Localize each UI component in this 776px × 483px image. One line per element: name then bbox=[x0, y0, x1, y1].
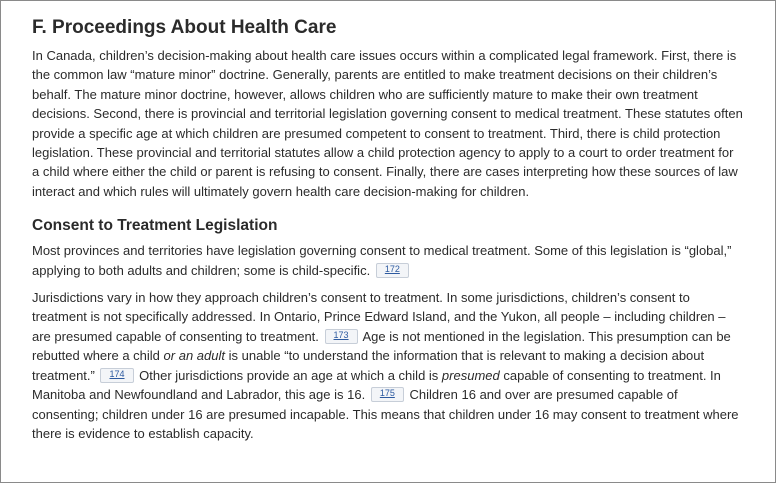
paragraph-jurisdictions bbox=[32, 288, 744, 443]
emphasis-text: or an adult bbox=[163, 348, 225, 364]
document-content bbox=[32, 16, 744, 451]
paragraph-text: Most provinces and territories have legislation governing consent to medical treatment. Some of this legislation is “global,” applying to both adults and children; some is child-specific. bbox=[32, 243, 732, 278]
subsection-title: Consent to Treatment Legislation bbox=[32, 217, 278, 235]
paragraph-text: capable of consenting to treatment. In Manitoba and Newfoundland and Labrador, this age is 16. bbox=[32, 367, 721, 403]
paragraph-text: Other jurisdictions provide an age at which a child is bbox=[139, 367, 439, 383]
paragraph-text: Age is not mentioned in the legislation. This presumption can be rebutted where a child bbox=[32, 328, 731, 364]
paragraph-legislation bbox=[32, 241, 744, 280]
footnote-link-175[interactable]: 175 bbox=[371, 387, 404, 402]
emphasis-text: presumed bbox=[441, 367, 500, 383]
paragraph-text: is unable “to understand the information that is relevant to making a decision about treatment.” bbox=[32, 348, 705, 383]
paragraph-text: Children 16 and over are presumed capable of consenting; children under 16 are presumed incapable. This means that children under 16 may consent to treatment where there is evidence to establish capacity. bbox=[32, 387, 739, 441]
section-title: F. Proceedings About Health Care bbox=[32, 17, 337, 38]
footnote-link-173[interactable]: 173 bbox=[325, 329, 358, 344]
intro-paragraph: In Canada, children’s decision-making about health care issues occurs within a complicated legal framework. First, there is the common law “mature minor” doctrine. Generally, parents are entitled to make treatment decisions on their children’s behalf. The mature minor doctrine, however, allows children who are sufficiently mature to make their own treatment decisions. Second, there is provincial and territorial legislation governing consent to medical treatment. These statutes often provide a specific age at which children are presumed competent to consent to treatment. Third, there is child protection legislation. These provincial and territorial statutes allow a child protection agency to apply to a court to order treatment for a child where either the child or parent is refusing to consent. Finally, there are cases interpreting how these sources of law interact and which rules will ultimately govern health care decision-making for children. bbox=[32, 48, 743, 199]
paragraph-text: Jurisdictions vary in how they approach children’s consent to treatment. In some jurisdictions, children’s consent to treatment is not specifically addressed. In Ontario, Prince Edward Island, and the Yukon, all people – including children – are presumed capable of consenting to treatment. bbox=[32, 290, 726, 344]
footnote-link-174[interactable]: 174 bbox=[100, 368, 133, 383]
footnote-link-172[interactable]: 172 bbox=[376, 263, 409, 278]
